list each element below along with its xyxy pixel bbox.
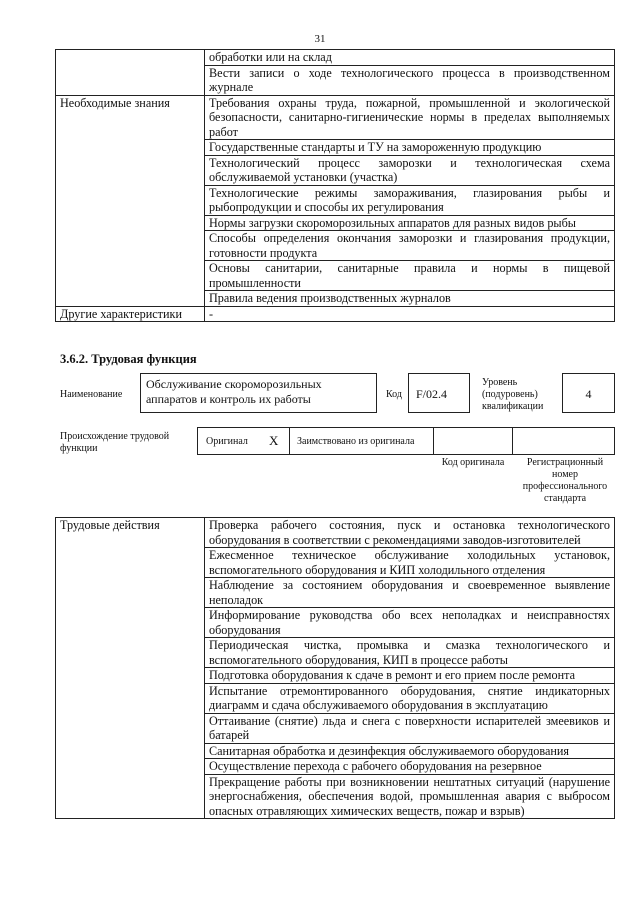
table-row — [56, 578, 615, 608]
code-value: F/02.4 — [408, 373, 470, 413]
table-cell-label — [56, 743, 205, 759]
origin-label: Происхождение трудовой функции — [60, 431, 170, 454]
code-caption: Код оригинала — [441, 457, 505, 468]
original-mark: X — [269, 433, 279, 448]
table-cell-label — [56, 713, 205, 743]
table-row — [56, 261, 615, 291]
table-row — [56, 683, 615, 713]
table-cell-label — [56, 140, 205, 156]
labor-actions-table — [55, 517, 615, 819]
level-value: 4 — [562, 373, 615, 413]
table-cell-text: Санитарная обработка и дезинфекция обслуживаемого оборудования — [205, 743, 615, 759]
table-cell-label — [56, 759, 205, 775]
table-cell-text: Основы санитарии, санитарные правила и нормы в пищевой промышленности — [205, 261, 615, 291]
table-cell-label: Трудовые действия — [56, 518, 205, 548]
borrowed-label: Заимствовано из оригинала — [297, 436, 415, 447]
table-cell-text: Осуществление перехода с рабочего оборудования на резервное — [205, 759, 615, 775]
table-row — [56, 638, 615, 668]
table-row — [56, 155, 615, 185]
table-cell-label — [56, 291, 205, 307]
table-row — [56, 608, 615, 638]
table-cell-label — [56, 578, 205, 608]
table-cell-text: Проверка рабочего состояния, пуск и остановка технологического оборудования в соответствии с рекомендациями заводов-изготовителей — [205, 518, 615, 548]
table-cell-text: Правила ведения производственных журналов — [205, 291, 615, 307]
original-code-cell — [433, 427, 513, 455]
table-cell-text: обработки или на склад — [205, 50, 615, 66]
table-cell-text: Нормы загрузки скороморозильных аппаратов для разных видов рыбы — [205, 215, 615, 231]
table-row — [56, 95, 615, 140]
name-label: Наименование — [60, 389, 123, 400]
table-row — [56, 306, 615, 322]
table-cell-label — [56, 668, 205, 684]
table-cell-text: Испытание отремонтированного оборудования, снятие индикаторных диаграмм и сдача обслуживаемого оборудования в эксплуатацию — [205, 683, 615, 713]
table-cell-label — [56, 774, 205, 819]
table-row — [56, 759, 615, 775]
original-cell — [197, 427, 290, 455]
table-cell-label — [56, 231, 205, 261]
table-row — [56, 743, 615, 759]
table-cell-text: Требования охраны труда, пожарной, промышленной и экологической безопасности, санитарно-гигиенические нормы в пределах выполняемых работ — [205, 95, 615, 140]
level-label: Уровень (подуровень) квалификации — [482, 377, 544, 412]
section-heading: 3.6.2. Трудовая функция — [60, 352, 197, 366]
table-cell-text: - — [205, 306, 615, 322]
table-cell-label — [56, 65, 205, 95]
table-row — [56, 291, 615, 307]
table-row — [56, 185, 615, 215]
table-cell-text: Подготовка оборудования к сдаче в ремонт и его прием после ремонта — [205, 668, 615, 684]
table-cell-text: Прекращение работы при возникновении нештатных ситуаций (нарушение энергоснабжения, обеспечения водой, промышленная авария с выбросом опасных отравляющих химических веществ, пожар и взрыв) — [205, 774, 615, 819]
table-row — [56, 65, 615, 95]
table-cell-label: Другие характеристики — [56, 306, 205, 322]
table-row — [56, 713, 615, 743]
reg-number-cell — [512, 427, 615, 455]
table-row — [56, 215, 615, 231]
table-row — [56, 50, 615, 66]
borrowed-cell — [289, 427, 434, 455]
table-row — [56, 140, 615, 156]
table-row — [56, 548, 615, 578]
code-label: Код — [386, 389, 402, 400]
table-cell-label: Необходимые знания — [56, 95, 205, 140]
table-cell-text: Наблюдение за состоянием оборудования и своевременное выявление неполадок — [205, 578, 615, 608]
table-row — [56, 231, 615, 261]
table-row — [56, 518, 615, 548]
table-cell-label — [56, 683, 205, 713]
table-cell-label — [56, 608, 205, 638]
table-cell-text: Технологические режимы замораживания, глазирования рыбы и рыбопродукции и способы их регулирования — [205, 185, 615, 215]
knowledge-table — [55, 49, 615, 322]
table-cell-label — [56, 155, 205, 185]
page-number: 31 — [314, 33, 326, 45]
table-row — [56, 774, 615, 819]
reg-caption: Регистрационный номер профессионального стандарта — [522, 457, 608, 504]
name-value: Обслуживание скороморозильных аппаратов и контроль их работы — [140, 373, 377, 413]
table-cell-label — [56, 185, 205, 215]
table-cell-label — [56, 261, 205, 291]
table-cell-text: Информирование руководства обо всех неполадках и неисправностях оборудования — [205, 608, 615, 638]
table-cell-text: Оттаивание (снятие) льда и снега с поверхности испарителей змеевиков и батарей — [205, 713, 615, 743]
table-row — [56, 668, 615, 684]
table-cell-text: Государственные стандарты и ТУ на замороженную продукцию — [205, 140, 615, 156]
table-cell-text: Технологический процесс заморозки и технологическая схема обслуживаемой установки (участка) — [205, 155, 615, 185]
table-cell-text: Периодическая чистка, промывка и смазка технологического и вспомогательного оборудования, КИП в процессе работы — [205, 638, 615, 668]
table-cell-label — [56, 215, 205, 231]
table-cell-label — [56, 548, 205, 578]
table-cell-text: Способы определения окончания заморозки и глазирования продукции, готовности продукта — [205, 231, 615, 261]
original-label: Оригинал — [206, 436, 248, 447]
table-cell-label — [56, 638, 205, 668]
table-cell-label — [56, 50, 205, 66]
table-cell-text: Вести записи о ходе технологического процесса в производственном журнале — [205, 65, 615, 95]
table-cell-text: Ежесменное техническое обслуживание холодильных установок, вспомогательного оборудования и КИП холодильного отделения — [205, 548, 615, 578]
